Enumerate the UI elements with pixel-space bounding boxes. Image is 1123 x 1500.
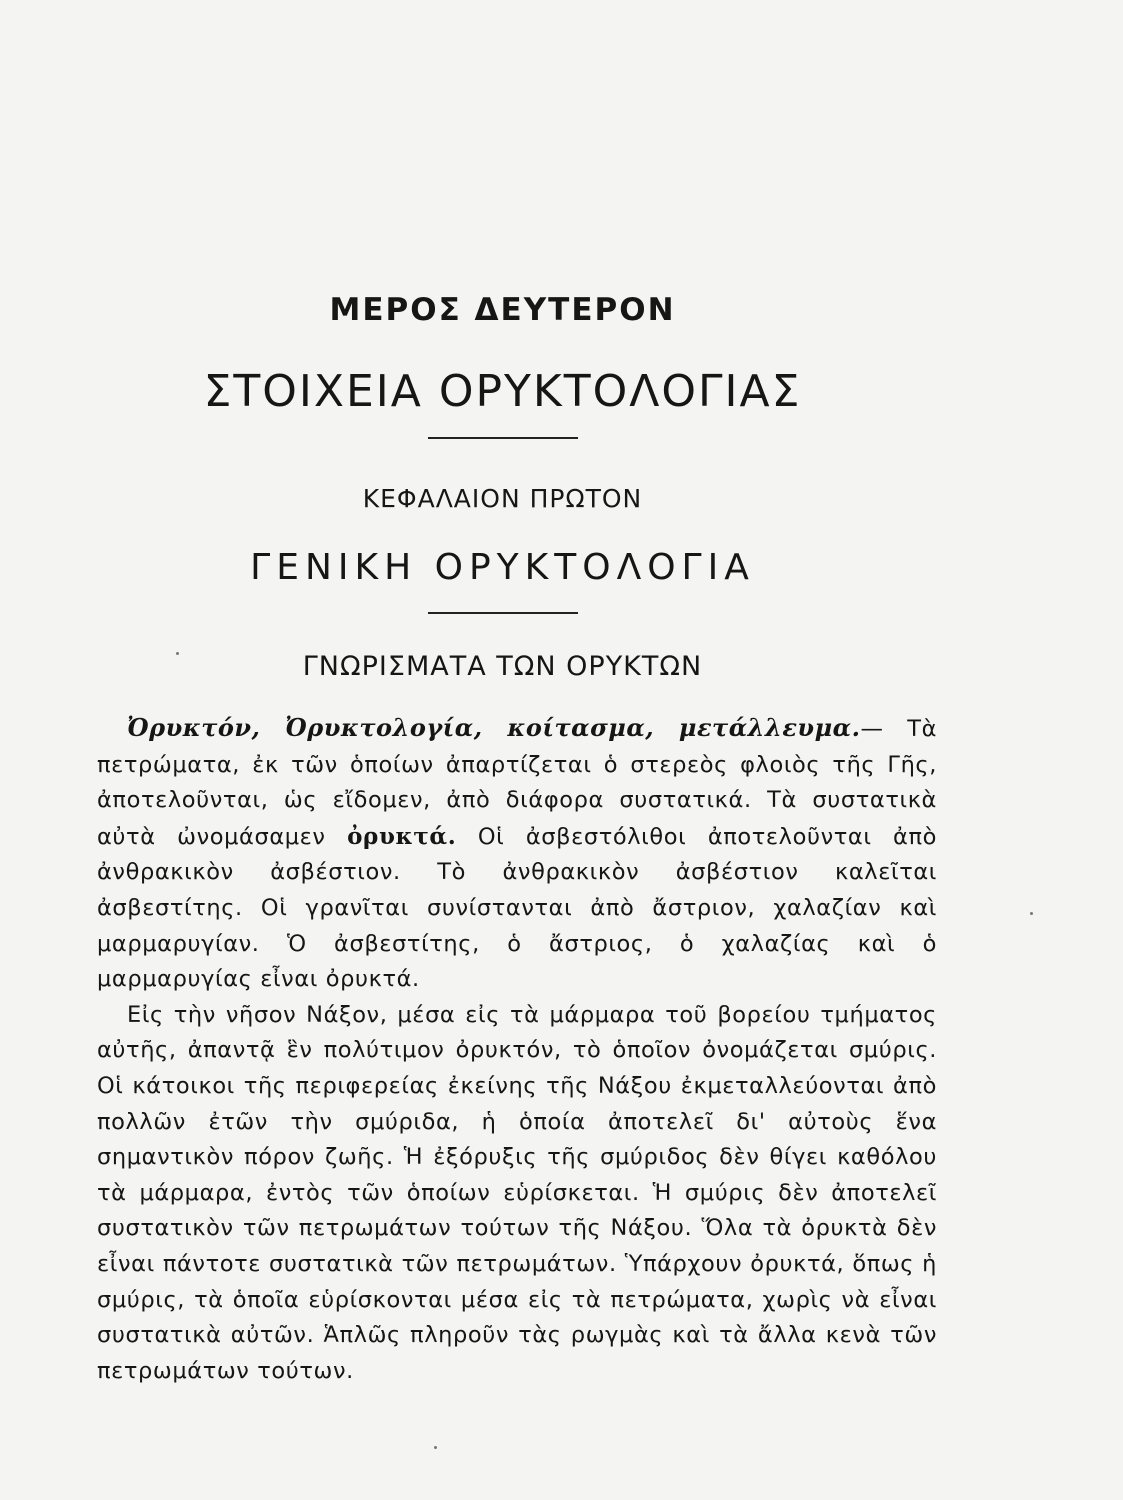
section-title: ΓΝΩΡΙΣΜΑΤΑ ΤΩΝ ΟΡΥΚΤΩΝ (302, 651, 703, 682)
lead-dash: — (860, 716, 908, 742)
divider-rule (428, 612, 578, 614)
part-title: ΜΕΡΟΣ ΔΕΥΤΕΡΟΝ (329, 292, 676, 328)
paragraph: Εἰς τὴν νῆσον Νάξον, μέσα εἰς τὰ μάρμαρα τοῦ βορείου τμήματος αὐτῆς, ἀπαντᾷ ἓν πολύτιμον ὀρυκτόν, τὸ ὁποῖον ὀνομάζεται σμύρις. Οἱ κάτοικοι τῆς περιφερείας ἐκείνης τῆς Νάξου ἐκμεταλλεύονται ἀπὸ πολλῶν ἐτῶν τὴν σμύριδα, ἡ ὁποία ἀποτελεῖ δι' αὐτοὺς ἕνα σημαντικὸν πόρον ζωῆς. Ἡ ἐξόρυξις τῆς σμύριδος δὲν θίγει καθόλου τὰ μάρμαρα, ἐντὸς τῶν ὁποίων εὑρίσκεται. Ἡ σμύρις δὲν ἀποτελεῖ συστατικὸν τῶν πετρωμάτων τούτων τῆς Νάξου. Ὅλα τὰ ὀρυκτὰ δὲν εἶναι πάντοτε συστατικὰ τῶν πετρωμάτων. Ὑπάρχουν ὀρυκτά, ὅπως ἡ σμύρις, τὰ ὁποῖα εὑρίσκονται μέσα εἰς τὰ πετρώματα, χωρὶς νὰ εἶναι συστατικὰ αὐτῶν. Ἁπλῶς πληροῦν τὰς ρωγμὰς καὶ τὰ ἄλλα κενὰ τῶν πετρωμάτων τούτων. (97, 1001, 937, 1384)
lead-heading: Ὀρυκτόν, Ὀρυκτολογία, κοίτασμα, μετάλλευμα. (127, 713, 861, 742)
paper-speck (176, 652, 179, 655)
paragraph-text: Τὰ πετρώματα, ἐκ τῶν ὁποίων ἀπαρτίζεται ὁ στερεὸς φλοιὸς τῆς Γῆς, ἀποτελοῦνται, ὡς εἴδομεν, ἀπὸ διάφορα συστατικά. Τὰ συστατικὰ αὐτὰ ὠνομάσαμεν (97, 716, 937, 850)
paper-speck (1030, 912, 1033, 915)
body-text (97, 710, 937, 1389)
term-bold: ὀρυκτά. (347, 822, 457, 850)
chapter-number: ΚΕΦΑΛΑΙΟΝ ΠΡΩΤΟΝ (362, 484, 643, 513)
paper-speck (434, 1446, 437, 1449)
paragraph (97, 710, 937, 998)
paragraph-text: Οἱ ἀσβεστόλιθοι ἀποτελοῦνται ἀπὸ ἀνθρακικὸν ἀσβέστιον. Τὸ ἀνθρακικὸν ἀσβέστιον καλεῖται ἀσβεστίτης. Οἱ γρανῖται συνίστανται ἀπὸ ἄστριον, χαλαζίαν καὶ μαρμαρυγίαν. Ὁ ἀσβεστίτης, ὁ ἄστριος, ὁ χαλαζίας καὶ ὁ μαρμαρυγίας εἶναι ὀρυκτά. (97, 823, 937, 993)
divider-rule (428, 437, 578, 439)
chapter-title: ΓΕΝΙΚΗ ΟΡΥΚΤΟΛΟΓΙΑ (250, 547, 755, 588)
part-subtitle: ΣΤΟΙΧΕΙΑ ΟΡΥΚΤΟΛΟΓΙΑΣ (203, 366, 802, 417)
